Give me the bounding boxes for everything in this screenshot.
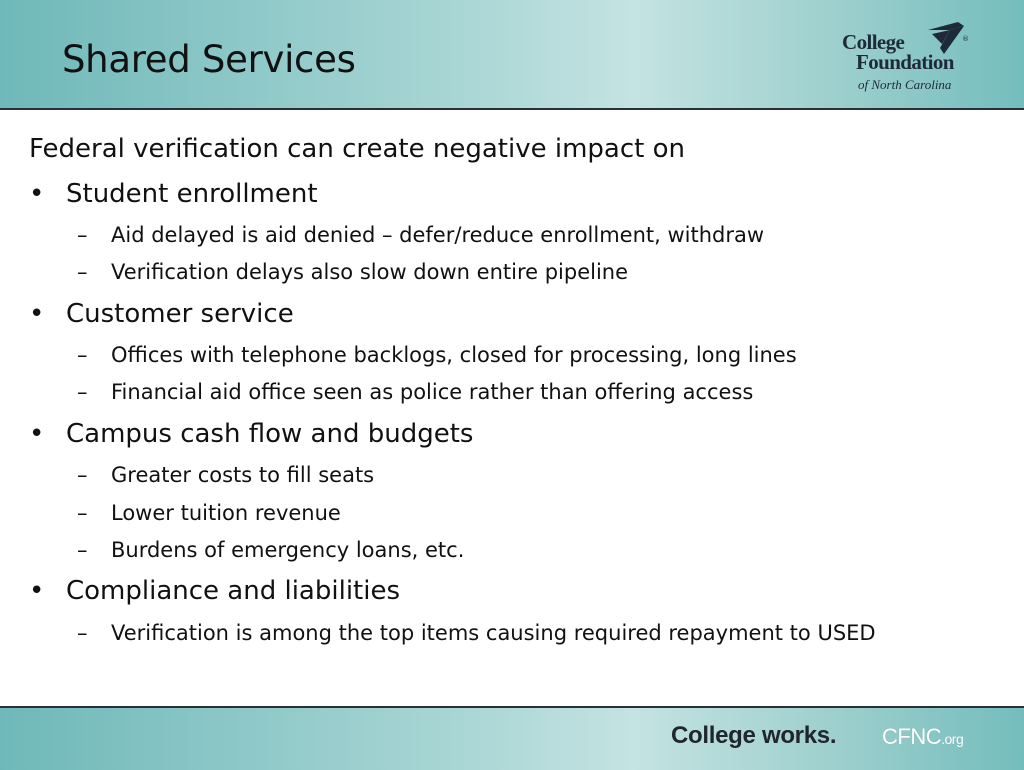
bullet-icon: • (29, 419, 45, 449)
bullet-icon: • (29, 179, 45, 209)
dash-icon: – (77, 538, 88, 562)
sub-item-text: Financial aid office seen as police rather than offering access (111, 380, 754, 404)
dash-icon: – (77, 621, 88, 645)
registered-mark: ® (962, 35, 969, 43)
sub-item-text: Offices with telephone backlogs, closed for processing, long lines (111, 343, 797, 367)
logo-line-2: Foundation (856, 50, 954, 74)
dash-icon: – (77, 380, 88, 404)
intro-text: Federal verification can create negative impact on (29, 134, 685, 164)
sub-item-text: Verification is among the top items causing required repayment to USED (111, 621, 876, 645)
dash-icon: – (77, 463, 88, 487)
footer-tagline: College works. (671, 722, 837, 749)
header-band (0, 0, 1024, 110)
sub-item-text: Verification delays also slow down entire pipeline (111, 260, 629, 284)
cfnc-text: CFNC (882, 724, 942, 749)
logo-line-1: College (842, 30, 905, 54)
bullet-icon: • (29, 576, 45, 606)
slide-body (0, 108, 1024, 706)
sub-item-text: Greater costs to fill seats (111, 463, 375, 487)
bullet-text: Student enrollment (66, 179, 318, 209)
cfnc-link[interactable] (882, 724, 963, 750)
sub-item-text: Aid delayed is aid denied – defer/reduce enrollment, withdraw (111, 223, 765, 247)
cfnc-logo (838, 20, 988, 94)
bullet-text: Compliance and liabilities (66, 576, 401, 606)
dash-icon: – (77, 260, 88, 284)
footer-band (0, 706, 1024, 770)
dash-icon: – (77, 501, 88, 525)
sub-item-text: Burdens of emergency loans, etc. (111, 538, 465, 562)
bullet-icon: • (29, 299, 45, 329)
slide-title: Shared Services (62, 38, 356, 81)
dash-icon: – (77, 223, 88, 247)
bullet-text: Campus cash flow and budgets (66, 419, 474, 449)
dash-icon: – (77, 343, 88, 367)
bullet-text: Customer service (66, 299, 294, 329)
cfnc-suffix: .org (941, 731, 964, 747)
sub-item-text: Lower tuition revenue (111, 501, 341, 525)
logo-line-3: of North Carolina (858, 77, 952, 92)
